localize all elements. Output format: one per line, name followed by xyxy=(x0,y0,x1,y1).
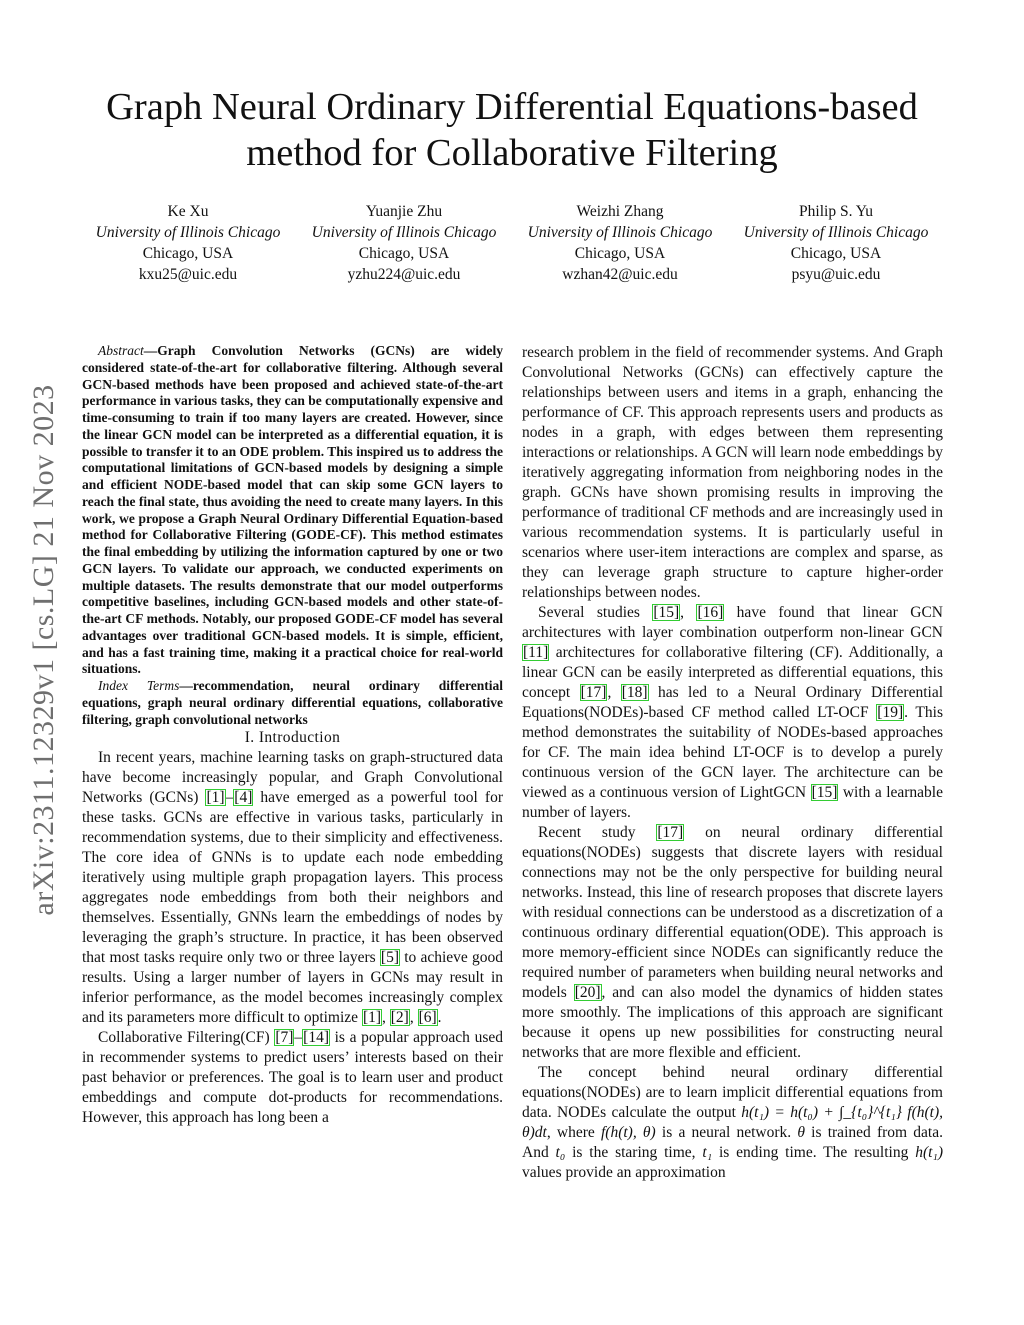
abstract-paragraph xyxy=(82,343,503,678)
intro-paragraph-3 xyxy=(522,603,943,823)
citation-link[interactable]: [6] xyxy=(418,1009,437,1027)
text-run: Recent study xyxy=(538,824,657,841)
intro-paragraph-2-continued: research problem in the field of recommender systems. And Graph Convolutional Networks (GCNs) can effectively capture the relationships between users and items in a graph, enhancing the performance of CF. This approach represents users and products as nodes in a graph, with edges between them representing interactions or relationships. A GCN will learn node embeddings by iteratively aggregating information from neighboring nodes in the graph. GCNs have shown promising results in improving the performance of traditional CF methods and are increasingly used in various recommendation systems. It is particularly useful in scenarios where user-item interactions are complex and sparse, as they can leverage graph structure to capture higher-order relationships between nodes. xyxy=(522,344,944,601)
text-run: , where xyxy=(546,1124,601,1141)
math-theta: θ xyxy=(797,1124,805,1141)
text-run: The concept behind neural ordinary differential equations(NODEs) are to learn implicit differential equations from data. NODEs calculate the output xyxy=(522,1064,943,1121)
text-run: Several studies xyxy=(538,604,653,621)
text-run: values provide an approximation xyxy=(522,1164,726,1181)
math-equation-ode: h(t₁) = h(t₀) + ∫_{t₀}^{t₁} f(h(t), θ)dt xyxy=(522,1104,943,1141)
author-location: Chicago, USA xyxy=(574,245,666,262)
text-run: have found that linear GCN architectures with layer combination outperform non-linear GCN xyxy=(522,604,943,641)
math-neural-network: f(h(t), θ) xyxy=(601,1124,656,1141)
citation-link[interactable]: [20] xyxy=(574,984,601,1001)
author-affiliation: University of Illinois Chicago xyxy=(95,224,281,241)
text-run: Collaborative Filtering(CF) xyxy=(98,1029,275,1047)
abstract xyxy=(82,343,503,728)
intro-paragraph-2 xyxy=(82,1028,503,1128)
left-column xyxy=(82,343,503,1128)
author-3 xyxy=(512,201,728,285)
citation-link[interactable]: [17] xyxy=(580,684,607,701)
text-run: is ending time. The resulting xyxy=(712,1144,916,1161)
right-column xyxy=(522,343,943,1183)
citation-link[interactable]: [7] xyxy=(275,1029,294,1047)
intro-paragraph-5 xyxy=(522,1063,943,1183)
citation-link[interactable]: [16] xyxy=(697,604,724,621)
math-h-t1: h(t₁) xyxy=(915,1144,943,1161)
citation-link[interactable]: [15] xyxy=(653,604,680,621)
math-t0: t₀ xyxy=(555,1144,566,1161)
citation-link[interactable]: [2] xyxy=(390,1009,409,1027)
author-affiliation: University of Illinois Chicago xyxy=(743,224,929,241)
author-email: yzhu224@uic.edu xyxy=(347,266,461,283)
author-1 xyxy=(80,201,296,285)
text-run: is a neural network. xyxy=(655,1124,798,1141)
text-run: , xyxy=(607,684,621,701)
section-heading-introduction: I. Introduction xyxy=(244,729,341,747)
author-affiliation: University of Illinois Chicago xyxy=(311,224,497,241)
citation-link[interactable]: [1] xyxy=(362,1009,382,1027)
author-location: Chicago, USA xyxy=(790,245,882,262)
text-run: , xyxy=(382,1009,390,1027)
text-run: is the staring time, xyxy=(565,1144,703,1161)
index-terms-label: Index Terms xyxy=(98,678,180,693)
text-run: , and can also model the dynamics of hidden states more smoothly. The implications of this approach are significant because it opens up new possibilities for constructing neural networks that are more flexible and efficient. xyxy=(522,984,943,1061)
author-block xyxy=(80,201,944,285)
citation-link[interactable]: [18] xyxy=(621,684,648,701)
citation-link[interactable]: [19] xyxy=(877,704,904,721)
text-run: In recent years, machine learning tasks on graph-structured data have become increasingly popular, and Graph Convolutional Networks (GCNs) xyxy=(82,749,503,807)
text-run: with a learnable number of layers. xyxy=(522,784,943,821)
text-run: is trained from data. And xyxy=(522,1124,943,1161)
author-4 xyxy=(728,201,944,285)
text-run: is a popular approach used in recommender systems to predict users’ interests based on their past behavior or preferences. The goal is to learn user and product embeddings and compute dot-products for recommendations. However, this approach has long been a xyxy=(82,1029,503,1127)
text-run: . This method demonstrates the suitability of NODEs-based approaches for CF. The main idea behind LT-OCF is to develop a purely continuous version of the GCN layer. The architecture can be viewed as a continuous version of LightGCN xyxy=(522,704,943,801)
text-run: has led to a Neural Ordinary Differential Equations(NODEs)-based CF method called LT-OCF xyxy=(522,684,944,721)
citation-link[interactable]: [15] xyxy=(811,784,838,801)
author-location: Chicago, USA xyxy=(358,245,450,262)
citation-link[interactable]: [17] xyxy=(657,824,684,841)
author-name: Weizhi Zhang xyxy=(576,203,664,220)
text-run: – xyxy=(225,789,234,807)
math-t1: t₁ xyxy=(702,1144,713,1161)
abstract-text: —Graph Convolution Networks (GCNs) are widely considered state-of-the-art for collaborative filtering. Although several GCN-based methods have been proposed and achieved state-of-the-art performance in various tasks, they can be computationally expensive and time-consuming to train if too many layers are created. However, since the linear GCN model can be interpreted as a differential equation, it is possible to transfer it to an ODE problem. This inspired us to address the computational limitations of GCN-based models by designing a simple and efficient NODE-based model that can skip some GCN layers to reach the final state, thus avoiding the need to create many layers. In this work, we propose a Graph Neural Ordinary Differential Equation-based method for Collaborative Filtering (GODE-CF). This method estimates the final embedding by utilizing the information captured by one or two GCN layers. To validate our approach, we conducted experiments on multiple datasets. The results demonstrate that our model outperforms competitive baselines, including GCN-based models and other state-of-the-art CF methods. Notably, our proposed GODE-CF model has several advantages over traditional GCN-based models. It is simple, efficient, and has a fast training time, making it a practical choice for real-world situations. xyxy=(82,343,503,677)
index-terms-paragraph xyxy=(82,678,503,728)
text-run: to achieve good results. Using a larger number of layers in GCNs may result in inferior performance, as the model becomes increasingly complex and its parameters more difficult to optimize xyxy=(82,949,504,1027)
text-run: on neural ordinary differential equations(NODEs) suggests that discrete layers with residual connections may not be the only perspective for building neural networks. Instead, this line of research proposes that discrete layers with residual connections can be understood as a discretization of a continuous ordinary differential equation(ODE). This approach is more memory-efficient since NODEs can significantly reduce the required number of parameters when building neural networks and models xyxy=(522,824,943,1001)
author-email: wzhan42@uic.edu xyxy=(562,266,678,283)
text-run: , xyxy=(680,604,697,621)
author-name: Philip S. Yu xyxy=(799,203,873,220)
text-run: have emerged as a powerful tool for these tasks. GCNs are effective in various tasks, particularly in recommendation systems, due to their simplicity and effectiveness. The core idea of GNNs is to update each node embedding iteratively using multiple graph propagation layers. This process aggregates node embeddings from both their neighbors and themselves. Essentially, GNNs learn the embeddings of nodes by leveraging the graph’s structure. In practice, it has been observed that most tasks require only two or three layers xyxy=(82,789,503,967)
citation-link[interactable]: [1] xyxy=(206,789,225,807)
citation-link[interactable]: [5] xyxy=(380,949,399,967)
text-run: – xyxy=(294,1029,303,1047)
paper-title-line-1: Graph Neural Ordinary Differential Equations-based xyxy=(106,86,918,128)
paper-title xyxy=(60,84,964,176)
author-name: Ke Xu xyxy=(167,203,209,220)
index-terms-text: —recommendation, neural ordinary differential equations, graph neural ordinary differential equations, collaborative filtering, graph convolutional networks xyxy=(82,678,504,727)
abstract-label: Abstract xyxy=(98,343,144,358)
citation-link[interactable]: [14] xyxy=(303,1029,329,1047)
text-run: architectures for collaborative filtering (CF). Additionally, a linear GCN can be easily interpreted as differential equations, this concept xyxy=(522,644,943,701)
author-2 xyxy=(296,201,512,285)
citation-link[interactable]: [11] xyxy=(523,644,549,661)
author-location: Chicago, USA xyxy=(142,245,234,262)
paper-title-line-2: method for Collaborative Filtering xyxy=(246,132,778,174)
citation-link[interactable]: [4] xyxy=(234,789,253,807)
intro-paragraph-1 xyxy=(82,748,503,1028)
author-email: psyu@uic.edu xyxy=(791,266,881,283)
author-name: Yuanjie Zhu xyxy=(365,203,443,220)
author-email: kxu25@uic.edu xyxy=(138,266,238,283)
text-run: , xyxy=(409,1009,418,1027)
arxiv-identifier: arXiv:2311.12329v1 [cs.LG] 21 Nov 2023 xyxy=(27,384,60,916)
text-run: . xyxy=(437,1009,442,1027)
intro-paragraph-4 xyxy=(522,823,943,1063)
author-affiliation: University of Illinois Chicago xyxy=(527,224,713,241)
